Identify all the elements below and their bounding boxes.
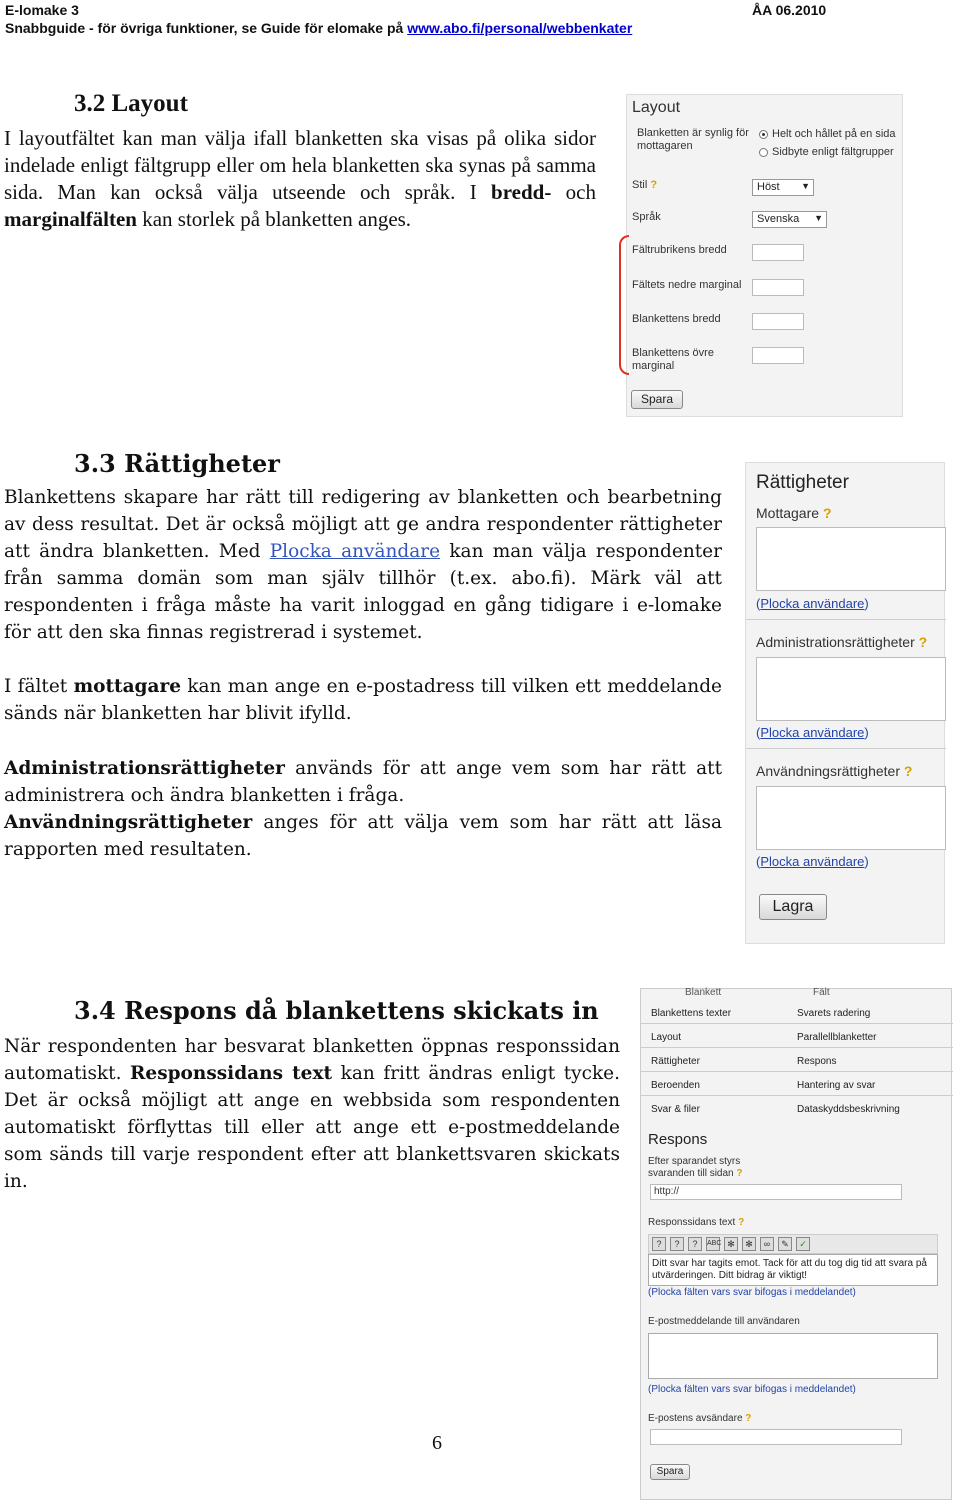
- menu-item-layout[interactable]: Layout: [651, 1032, 682, 1043]
- help-icon[interactable]: ?: [670, 1237, 684, 1251]
- edit-icon[interactable]: ✎: [778, 1237, 792, 1251]
- radio-on-icon: [759, 130, 768, 139]
- menu-item-answers-files[interactable]: Svar & filer: [651, 1104, 700, 1115]
- use-rights-label: Användningsrättigheter ?: [756, 763, 913, 779]
- pick-fields-link-1[interactable]: (Plocka fälten vars svar bifogas i meddelandet): [648, 1287, 856, 1298]
- menu-item-parallel-forms[interactable]: Parallellblanketter: [797, 1032, 877, 1043]
- field-label-width: Fältrubrikens bredd: [632, 244, 727, 256]
- rights-paragraph-1: Blankettens skapare har rätt till redigering av blanketten och bearbetning av dess resultat. Det är också möjligt att ge andra respondenter rättigheter att ändra blanketten. Med Plocka användare kan man välja respondenter från samma domän som man själv tillhör (t.ex. abo.fi). Märk väl att respondenten i fråga måste ha varit inloggad en gång tidigare i e-lomake för att den ska finnas registrerad i systemet.: [4, 487, 722, 643]
- response-save-button[interactable]: Spara: [650, 1464, 690, 1480]
- form-width-input[interactable]: [752, 313, 804, 330]
- divider: [641, 1095, 953, 1096]
- spellcheck-icon[interactable]: ABC: [706, 1237, 720, 1251]
- menu-item-answer-deletion[interactable]: Svarets radering: [797, 1008, 871, 1019]
- format-icon[interactable]: ✻: [742, 1237, 756, 1251]
- menu-item-privacy[interactable]: Dataskyddsbeskrivning: [797, 1104, 900, 1115]
- field-label-width-input[interactable]: [752, 244, 804, 261]
- highlight-bracket: [619, 235, 629, 375]
- menu-item-answer-handling[interactable]: Hantering av svar: [797, 1080, 876, 1091]
- help-icon[interactable]: ?: [652, 1237, 666, 1251]
- redirect-url-input[interactable]: http://: [650, 1184, 902, 1200]
- field-bottom-margin-input[interactable]: [752, 279, 804, 296]
- link-icon[interactable]: ∞: [760, 1237, 774, 1251]
- menu-item-rights[interactable]: Rättigheter: [651, 1056, 700, 1067]
- language-label: Språk: [632, 211, 661, 223]
- page-number: 6: [432, 1432, 442, 1454]
- email-sender-input[interactable]: [650, 1429, 902, 1445]
- form-width-label: Blankettens bredd: [632, 313, 721, 325]
- menu-head-form: Blankett: [685, 987, 722, 998]
- subtitle-text: Snabbguide - för övriga funktioner, se Guide för elomake på: [5, 20, 408, 36]
- pick-users-link-2[interactable]: (Plocka användare): [756, 725, 869, 740]
- pick-users-link-1[interactable]: (Plocka användare): [756, 596, 869, 611]
- layout-save-button[interactable]: Spara: [631, 390, 683, 409]
- response-settings-panel: [640, 988, 952, 1500]
- divider: [746, 748, 946, 749]
- dropdown-arrow-icon: ▼: [814, 213, 823, 223]
- guide-link[interactable]: www.abo.fi/personal/webbenkater: [407, 20, 633, 36]
- doc-header-subtitle: [5, 20, 632, 36]
- divider: [641, 1023, 953, 1024]
- layout-panel-title: Layout: [632, 99, 681, 116]
- check-icon[interactable]: ✓: [796, 1237, 810, 1251]
- use-rights-textarea[interactable]: [756, 786, 946, 850]
- admin-rights-textarea[interactable]: [756, 657, 946, 721]
- divider: [641, 1071, 953, 1072]
- help-icon[interactable]: ?: [688, 1237, 702, 1251]
- menu-item-dependencies[interactable]: Beroenden: [651, 1080, 700, 1091]
- pick-users-link-3[interactable]: (Plocka användare): [756, 854, 869, 869]
- redirect-label: Efter sparandet styrs svaranden till sidan ?: [648, 1156, 743, 1179]
- menu-head-fields: Fält: [813, 987, 830, 998]
- rights-paragraph-2: I fältet mottagare kan man ange en e-postadress till vilken ett meddelande sänds när blanketten har blivit ifylld.: [4, 676, 722, 724]
- editor-toolbar: [648, 1234, 938, 1254]
- menu-item-form-texts[interactable]: Blankettens texter: [651, 1008, 732, 1019]
- recipient-textarea[interactable]: [756, 527, 946, 591]
- language-select[interactable]: Svenska ▼: [752, 211, 827, 228]
- email-to-user-label: E-postmeddelande till användaren: [648, 1316, 800, 1327]
- email-sender-label: E-postens avsändare ?: [648, 1413, 752, 1424]
- pick-fields-link-2[interactable]: (Plocka fälten vars svar bifogas i meddelandet): [648, 1384, 856, 1395]
- style-label: Stil ?: [632, 179, 658, 191]
- layout-paragraph: I layoutfältet kan man välja ifall blanketten ska visas på olika sidor indelade enligt fältgrupp eller om hela blanketten ska synas på samma sida. Man kan också välja utseende och språk. I bredd- och marginalfälten kan storlek på blanketten anges.: [4, 126, 596, 231]
- response-text-label: Responssidans text ?: [648, 1217, 745, 1228]
- section-heading-response: 3.4 Respons då blankettens skickats in: [74, 996, 599, 1025]
- divider: [746, 619, 946, 620]
- form-top-margin-label: Blankettens övre marginal: [632, 347, 714, 372]
- layout-settings-panel: [626, 94, 903, 417]
- field-bottom-margin-label: Fältets nedre marginal: [632, 279, 742, 291]
- style-select[interactable]: Höst ▼: [752, 179, 814, 196]
- admin-rights-label: Administrationsrättigheter ?: [756, 634, 928, 650]
- email-to-user-textarea[interactable]: [648, 1333, 938, 1379]
- divider: [641, 1047, 953, 1048]
- form-top-margin-input[interactable]: [752, 347, 804, 364]
- doc-header-date: ÅA 06.2010: [752, 2, 827, 18]
- sync-label: Blanketten är synlig för mottagaren: [637, 127, 749, 152]
- section-heading-rights: 3.3 Rättigheter: [74, 449, 280, 478]
- dropdown-arrow-icon: ▼: [801, 181, 810, 191]
- rights-settings-panel: [745, 462, 945, 944]
- pick-users-link[interactable]: Plocka användare: [269, 541, 441, 562]
- radio-off-icon: [759, 148, 768, 157]
- response-panel-title: Respons: [648, 1131, 708, 1148]
- format-icon[interactable]: ✻: [724, 1237, 738, 1251]
- rights-panel-title: Rättigheter: [756, 472, 849, 493]
- recipient-label: Mottagare ?: [756, 505, 832, 521]
- rights-save-button[interactable]: Lagra: [759, 894, 827, 920]
- response-text-area[interactable]: Ditt svar har tagits emot. Tack för att du tog dig tid att svara på utvärderingen. Ditt bidrag är viktigt!: [648, 1254, 938, 1286]
- rights-paragraph-3: Administrationsrättigheter används för att ange vem som har rätt att administrera och ändra blanketten i fråga. Användningsrättigheter anges för att välja vem som har rätt att läsa rapporten med resultaten.: [4, 758, 722, 860]
- section-heading-layout: 3.2 Layout: [74, 90, 188, 117]
- radio-one-page[interactable]: Helt och hållet på en sida: [759, 128, 896, 140]
- response-paragraph: När respondenten har besvarat blanketten öppnas responssidan automatiskt. Responssidans text kan fritt ändras enligt tycke. Det är också möjligt att ange en webbsida som respondenten automatiskt förflyttas till eller att ange ett e-postmeddelande som sänds till varje respondent efter att blankettsvaren skickats in.: [4, 1036, 621, 1192]
- menu-item-response[interactable]: Respons: [797, 1056, 837, 1067]
- doc-header-title: E-lomake 3: [5, 2, 79, 18]
- radio-page-break[interactable]: Sidbyte enligt fältgrupper: [759, 146, 894, 158]
